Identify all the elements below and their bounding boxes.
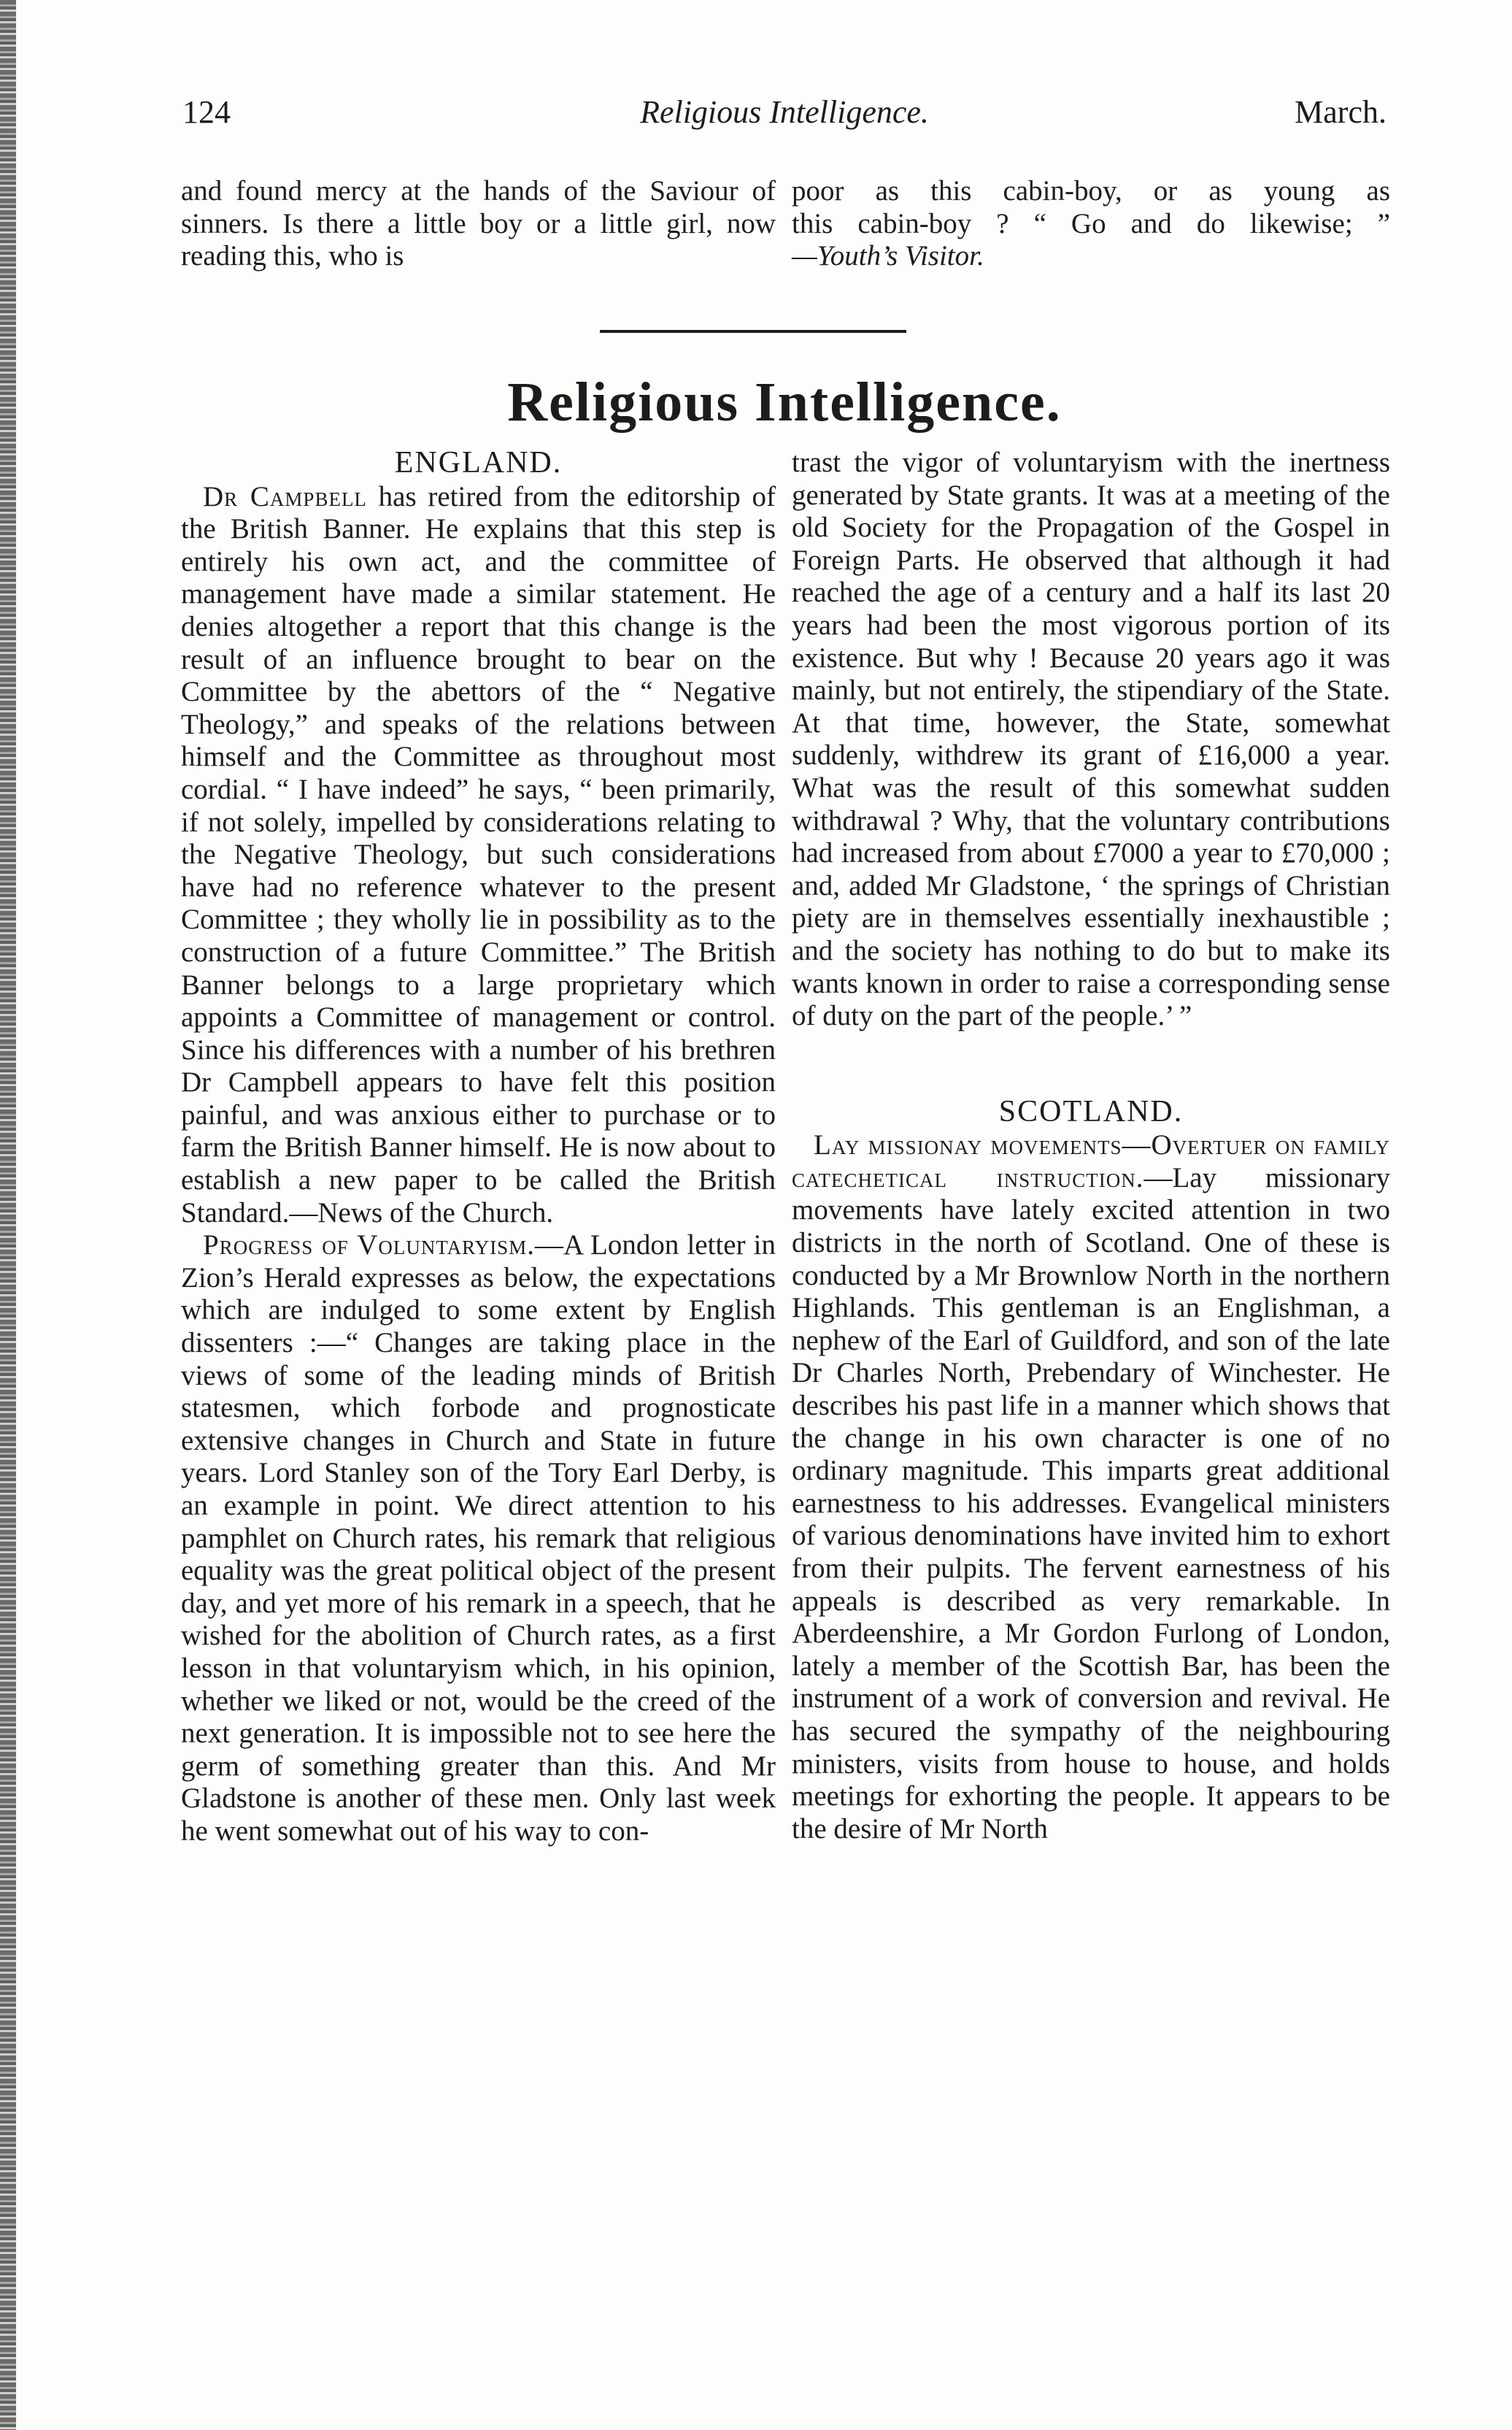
top-right-line-1: poor as this cabin-boy, or as young as: [792, 175, 1390, 207]
top-left-column: [181, 175, 776, 273]
paragraph-lead: Dr Campbell: [203, 480, 367, 512]
paragraph-body: —Lay missionary movements have lately excited attention in two districts in the north of Scotland. One of these is conducted by a Mr Brownlow North in the northern Highlands. This gentleman is an Englishman, a nephew of the Earl of Guildford, and son of the late Dr Charles North, Prebendary of Winchester. He describes his past life in a manner which shows that the change in his own character is one of no ordinary magnitude. This imparts great additional earnestness to his addresses. Evangelical ministers of various denominations have invited him to exhort from their pulpits. The fervent earnestness of his appeals is described as very remarkable. In Aberdeenshire, a Mr Gordon Furlong of London, lately a member of the Scottish Bar, has been the instrument of a work of conversion and revival. He has secured the sympathy of the neighbouring ministers, visits from house to house, and holds meetings for exhorting the people. It appears to be the desire of Mr North: [792, 1161, 1390, 1845]
paragraph-body: —A London letter in Zion’s Herald expresses as below, the expectations which are indulged to some extent by English dissenters :—“ Changes are taking place in the views of some of the leading minds of British statesmen, which forbode and prognosticate extensive changes in Church and State in future years. Lord Stanley son of the Tory Earl Derby, is an example in point. We direct attention to his pamphlet on Church rates, his remark that religious equality was the great political object of the present day, and yet more of his remark in a speech, that he wished for the abolition of Church rates, as a first lesson in that voluntaryism which, in his opinion, whether we liked or not, would be the creed of the next generation. It is impossible not to see here the germ of something greater than this. And Mr Gladstone is another of these men. Only last week he went somewhat out of his way to con-: [181, 1229, 776, 1847]
england-heading: ENGLAND.: [394, 446, 563, 480]
scotland-heading: SCOTLAND.: [998, 1094, 1184, 1129]
paragraph-body: has retired from the editorship of the British Banner. He explains that this step is entirely his own act, and the committee of management have made a similar statement. He denies altogether a report that this change is the result of an influence brought to bear on the Committee by the abettors of the “ Negative Theology,” and speaks of the relations between himself and the Committee as throughout most cordial. “ I have indeed” he says, “ been primarily, if not solely, impelled by considerations relating to the Negative Theology, but such considerations have had no reference whatever to the present Committee ; they wholly lie in possibility as to the construction of a future Committee.” The British Banner belongs to a large proprietary which appoints a Committee of management or control. Since his differences with a number of his brethren Dr Campbell appears to have felt this position painful, and was anxious either to purchase or to farm the British Banner himself. He is now about to establish a new paper to be called the British Standard.—News of the Church.: [181, 480, 776, 1229]
page-header: [182, 93, 1386, 145]
left-column: [181, 447, 776, 1848]
top-right-citation: —Youth’s Visitor.: [792, 240, 984, 272]
paragraph-lead: Lay missionay movements—Overtuer on family catechetical instruction.: [792, 1129, 1390, 1193]
england-paragraph-2: [181, 1229, 776, 1848]
top-left-text: and found mercy at the hands of the Saviour of sinners. Is there a little boy or a little girl, now reading this, who is: [181, 175, 776, 272]
section-divider-rule: [600, 330, 906, 333]
right-column: [792, 447, 1390, 1845]
page-number: 124: [182, 94, 231, 130]
scotland-paragraph: [792, 1129, 1390, 1845]
top-right-line-2: this cabin-boy ? “ Go and do likewise; ”: [792, 207, 1390, 239]
running-title: Religious Intelligence.: [640, 94, 929, 130]
england-paragraph-1: [181, 481, 776, 1230]
top-right-column: [792, 175, 1390, 273]
paragraph-lead: Progress of Voluntaryism.: [203, 1229, 535, 1261]
right-continuation: trast the vigor of voluntaryism with the inertness generated by State grants. It was at a meeting of the old Society for the Propagation of the Gospel in Foreign Parts. He observed that although it had reached the age of a century and a half its last 20 years had been the most vigorous portion of its existence. But why ! Because 20 years ago it was mainly, but not entirely, the stipendiary of the State. At that time, however, the State, somewhat suddenly, withdrew its grant of £16,000 a year. What was the result of this somewhat sudden withdrawal ? Why, that the voluntary contributions had increased from about £7000 a year to £70,000 ; and, added Mr Gladstone, ‘ the springs of Christian piety are in themselves essentially inexhaustible ; and the society has nothing to do but to make its wants known in order to raise a corresponding sense of duty on the part of the people.’ ”: [792, 447, 1390, 1032]
main-title: Religious Intelligence.: [507, 372, 1062, 433]
header-month: March.: [1295, 94, 1386, 130]
